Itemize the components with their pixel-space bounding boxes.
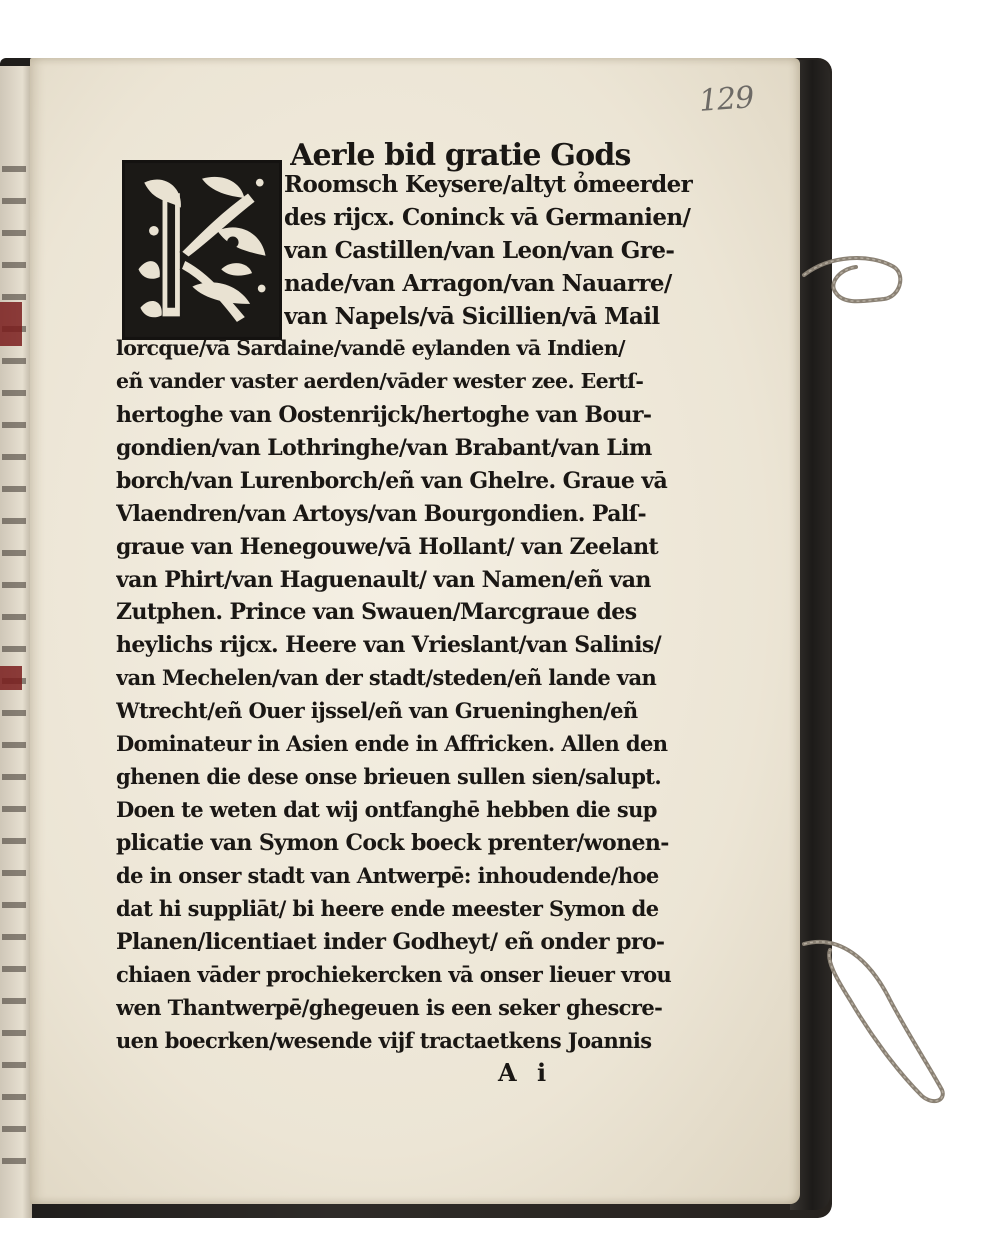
- text-line: uen boecrken/wesende vijf tractaetkens Joannis: [116, 1028, 652, 1053]
- text-fragment: [2, 902, 26, 908]
- text-fragment: [2, 166, 26, 172]
- text-fragment: [2, 806, 26, 812]
- text-line: eñ vander vaster aerden/vāder wester zee. Eertſ-: [116, 368, 644, 393]
- text-line: wen Thantwerpē/ghegeuen is een seker ghescre-: [116, 995, 663, 1021]
- text-line: gondien/van Lothringhe/van Brabant/van Lim: [116, 434, 652, 461]
- text-fragment: [2, 230, 26, 236]
- text-fragment: [2, 262, 26, 268]
- text-line: Zutphen. Prince van Swauen/Marcgraue des: [116, 599, 637, 626]
- text-fragment: [2, 1030, 26, 1036]
- text-line: hertoghe van Oostenrijck/hertoghe van Bour-: [116, 401, 652, 428]
- text-line: dat hi suppliāt/ bi heere ende meester Symon de: [116, 896, 659, 922]
- text-fragment: [2, 198, 26, 204]
- text-line: nade/van Arragon/van Nauarre/: [284, 269, 672, 297]
- text-line: ghenen die dese onse brieuen sullen sien/salupt.: [116, 764, 662, 790]
- text-line: Dominateur in Asien ende in Affricken. Allen den: [116, 731, 668, 757]
- text-fragment: [2, 422, 26, 428]
- text-line: de in onser stadt van Antwerpē: inhoudende/hoe: [116, 863, 659, 889]
- text-line: Planen/licentiaet inder Godheyt/ eñ onder pro-: [116, 929, 665, 956]
- text-fragment: [2, 294, 26, 300]
- text-line: Roomsch Keysere/altyt ỏmeerder: [284, 170, 693, 198]
- upper-string-tie: [800, 245, 920, 325]
- text-line: des rijcx. Coninck vā Germanien/: [284, 203, 691, 231]
- lower-string-tie: [800, 930, 960, 1110]
- text-fragment: [2, 486, 26, 492]
- text-line: van Mechelen/van der stadt/steden/eñ lande van: [116, 665, 657, 691]
- text-line: van Napels/vā Sicillien/vā Mail: [284, 302, 660, 330]
- text-fragment: [2, 838, 26, 844]
- text-fragment: [2, 966, 26, 972]
- text-fragment: [2, 1158, 26, 1164]
- text-fragment: [2, 742, 26, 748]
- text-line: chiaen vāder prochiekercken vā onser lieuer vrou: [116, 962, 672, 988]
- text-line: Aerle bid gratie Gods: [290, 138, 631, 173]
- text-fragment: [2, 774, 26, 780]
- text-line: graue van Henegouwe/vā Hollant/ van Zeelant: [116, 533, 659, 560]
- text-fragment: [2, 358, 26, 364]
- text-fragment: [2, 582, 26, 588]
- headband-thread: [0, 302, 22, 346]
- text-fragment: [2, 646, 26, 652]
- page-text-lower: [116, 0, 696, 1100]
- text-fragment: [2, 390, 26, 396]
- text-fragment: [2, 998, 26, 1004]
- text-fragment: [2, 518, 26, 524]
- signature-mark: A i: [498, 1058, 553, 1087]
- text-line: plicatie van Symon Cock boeck prenter/wonen-: [116, 830, 669, 857]
- text-line: lorcque/vā Sardaine/vandē eylanden vā Indien/: [116, 335, 625, 360]
- text-line: heylichs rijcx. Heere van Vrieslant/van Salinis/: [116, 632, 662, 659]
- text-fragment: [2, 1126, 26, 1132]
- text-fragment: [2, 934, 26, 940]
- text-line: Doen te weten dat wij ontfanghē hebben die sup: [116, 797, 657, 823]
- text-fragment: [2, 454, 26, 460]
- left-facing-page: [0, 66, 32, 1218]
- text-line: Wtrecht/eñ Ouer ijssel/eñ van Grueninghen/eñ: [116, 698, 638, 724]
- text-line: van Phirt/van Haguenault/ van Namen/eñ van: [116, 566, 651, 593]
- text-fragment: [2, 1062, 26, 1068]
- text-fragment: [2, 870, 26, 876]
- text-fragment: [2, 550, 26, 556]
- text-line: Vlaendren/van Artoys/van Bourgondien. Palſ-: [116, 500, 647, 527]
- text-fragment: [2, 614, 26, 620]
- text-line: borch/van Lurenborch/eñ van Ghelre. Graue vā: [116, 467, 668, 494]
- folio-number: 129: [697, 80, 755, 119]
- text-fragment: [2, 710, 26, 716]
- sewing-thread: [0, 666, 22, 690]
- text-line: van Castillen/van Leon/van Gre-: [284, 236, 675, 264]
- text-fragment: [2, 1094, 26, 1100]
